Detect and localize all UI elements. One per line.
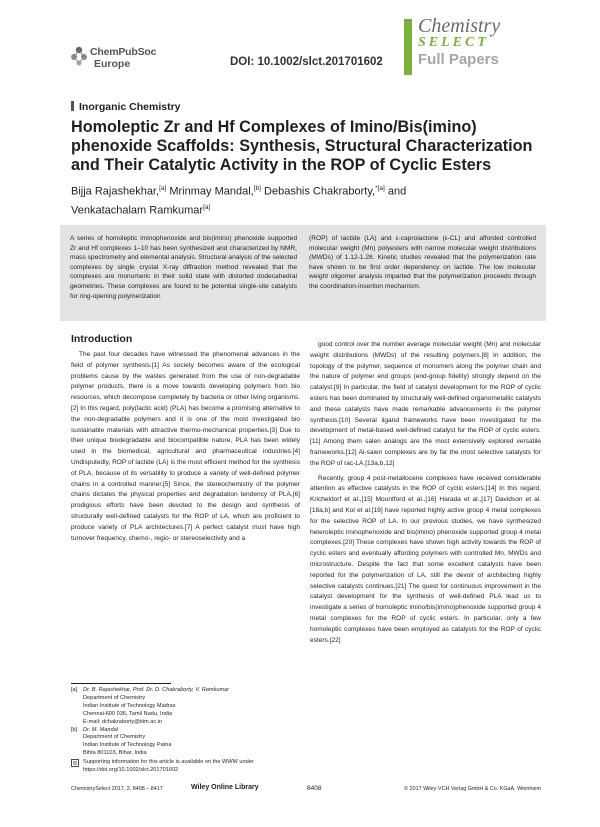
page-footer bbox=[71, 785, 541, 795]
wiley-online-library-link[interactable]: Wiley Online Library bbox=[191, 784, 259, 791]
introduction-paragraph: good control over the number average molecular weight (Mn) and molecular weight distributions (MWDs) of the resulting polymers.[8] In addition, the topology of the polymer, sequence of monomers along the polymer chain and the nature of polymer end groups (end-group fidelity) strongly depend on the catalyst.[9] In particular, the field of catalyst development for the ROP of cyclic esters has been dominated by structurally well-defined organometallic catalysts and these catalysts have made remarkable advancements in the polymer synthesis.[10] Several ligand frameworks have been investigated for the development of metal-based well-defined catalyst for the ROP of cyclic esters.[11] Among them salen analogs are the most extensively explored versatile frameworks.[12] Al-salen complexes are by far the most selective catalysts for the ROP of rac-LA.[13a,b,12] bbox=[310, 341, 541, 467]
publisher-name-line1: ChemPubSoc bbox=[90, 46, 157, 58]
author-list bbox=[71, 181, 541, 218]
abstract-column-left: A series of homoleptic iminophenoxide and bis(imino) phenoxide supported Zr and Hf complexes 1–10 has been synthesized and characterized by NMR, mass spectrometry and elemental analysis. Structural analysis of the selected complexes by single crystal X-ray diffraction method revealed that the complexes are monomeric in their solid state with distorted dodecahedral geometries. These complexes are found to be potential single-site catalysts for ring-opening polymerization bbox=[70, 235, 297, 300]
affiliation-line: Indian Institute of Technology Madras bbox=[83, 702, 176, 709]
article-title: Homoleptic Zr and Hf Complexes of Imino/Bis(imino) phenoxide Scaffolds: Synthesis, Structural Characterization and Their Catalytic Activity in the ROP of Cyclic Esters bbox=[71, 118, 533, 174]
affiliation-footnotes bbox=[71, 687, 300, 775]
author-affiliation: [a] bbox=[159, 185, 167, 192]
section-name: Inorganic Chemistry bbox=[79, 101, 181, 113]
affiliation-email[interactable]: E-mail: dchakraborty@iitm.ac.in bbox=[83, 718, 163, 725]
article-type-label: Full Papers bbox=[418, 51, 499, 68]
journal-name-chemistry: Chemistry bbox=[418, 15, 501, 37]
affiliation-names: Dr. M. Mandal bbox=[83, 726, 118, 733]
page-number: 8408 bbox=[307, 785, 322, 792]
abstract-column-right: (ROP) of lactide (LA) and ε-caprolactone (ε-CL) and afforded controlled molecular weight (Mn) polyesters with narrow molecular weight distributions (MWDs) of 1.12-1.28. Kinetic studies revealed that the polymerization rate have shown to be first order dependency on lactide. The low molecular weight oligomer analysis imparted that the polymerization proceeds through the coordination-insertion mechanism. bbox=[309, 235, 536, 290]
journal-accent-bar bbox=[404, 19, 412, 75]
affiliation-line: Chennai-600 036, Tamil Nadu, India bbox=[83, 710, 173, 717]
author-conjunction: and bbox=[387, 185, 407, 198]
affiliation-line: Department of Chemistry bbox=[83, 734, 146, 741]
publisher-name-line2: Europe bbox=[94, 58, 131, 70]
author-affiliation: *[a] bbox=[375, 185, 385, 192]
author-affiliation: [a] bbox=[203, 203, 211, 211]
introduction-column-left: The past four decades have witnessed the phenomenal advances in the field of polymer synthesis.[1] As society becomes aware of the ecological problems cause by the wastes generated from the use of non-degradable polymer products, there is a move towards developing polymers from bio resources, which decompose completely by bacteria or other living organisms.[2] In this regard, poly(lactic acid) (PLA) has become a promising alternative to the non-degradable polymers and it is one of the most investigated bio sustainable materials with attractive thermo-mechanical properties.[3] Due to their unique biodegradable and biocompatible nature, PLA has been widely used in the biomedical, agricultural and pharmaceutical industries.[4] Undisputedly, ROP of lactide (LA) is the most efficient method for the synthesis of PLA, because of its versatility to produce a variety of well-defined polymer chains in a controlled manner.[5] Since, the stereochemistry of the polymer chains dictates the physical properties and degradation tendency of PLA,[6] prodigious efforts have been devoted to the design and synthesis of structurally well-defined catalysts for the ROP of LA, which are proficient to produce variety of PLA architectures.[7] A perfect catalyst must have high turnover frequency, chemo-, regio- or stereoselectivity and a bbox=[71, 351, 300, 542]
supporting-info-icon bbox=[71, 759, 83, 775]
section-label bbox=[71, 101, 181, 113]
chempubsoc-logo bbox=[70, 44, 180, 74]
doi-label[interactable]: DOI: 10.1002/slct.201701602 bbox=[230, 56, 383, 68]
copyright-notice: © 2017 Wiley-VCH Verlag GmbH & Co. KGaA, Weinheim bbox=[404, 786, 541, 792]
author-name: Bijja Rajashekhar, bbox=[71, 185, 160, 198]
author-name: Debashis Chakraborty, bbox=[264, 185, 376, 198]
author-name: Mrinmay Mandal, bbox=[169, 185, 254, 198]
affiliation-names: Dr. B. Rajashekhar, Prof. Dr. D. Chakraborty, V. Ramkumar bbox=[83, 687, 230, 693]
affiliation-label: [a] bbox=[71, 687, 78, 693]
footnote-divider bbox=[71, 683, 171, 684]
affiliation-a bbox=[71, 687, 300, 727]
introduction-paragraph: Recently, group 4 post-metallocene complexes have received considerable attention as effective catalysts in the ROP of cyclic esters.[14] In this regard, Kricheldorf et al.,[15] Mountford et al.,[16] Harada et al.,[17] Davidson et al.[18a,b] and Kol et al.[19] have reported highly active group 4 metal complexes for the selective ROP of LA. In our previous studies, we have synthesized heteroleptic iminophenoxide and bis(imino) phenoxide supported group 4 metal complexes.[20] These complexes have shown high activity towards the ROP of cyclic esters and eventually affording polymers with controlled Mn, MWDs and microstructure. Despite the fact that some excellent catalysts have been reported for the polymerization of LA, still the devoir of architecting highly selective catalysts continues.[21] The quest for continuous improvement in the catalyst development for the synthesis of well-defined PLA lead us to investigate a series of homoleptic imino/bis(imino)phenoxide supported group 4 metal complexes for the ROP of cyclic esters. In particular, only a few homoleptic complexes have been employed as catalysts for the ROP of cyclic esters.[22] bbox=[310, 474, 541, 644]
author-affiliation: [b] bbox=[253, 185, 261, 192]
affiliation-line: Indian Institute of Technology Patna bbox=[83, 742, 172, 749]
supporting-info-note bbox=[71, 759, 300, 775]
journal-name-select: SELECT bbox=[418, 35, 489, 50]
affiliation-b bbox=[71, 727, 300, 759]
supporting-info-link[interactable]: Supporting information for this article is available on the WWW under https://doi.org/10.1002/slct.201701602 bbox=[83, 759, 254, 774]
author-name: Venkatachalam Ramkumar bbox=[71, 204, 204, 217]
affiliation-line: Department of Chemistry bbox=[83, 694, 146, 701]
affiliation-label: [b] bbox=[71, 726, 78, 733]
journal-brand bbox=[418, 16, 500, 68]
introduction-heading: Introduction bbox=[71, 333, 133, 345]
abstract-box bbox=[60, 225, 546, 321]
chempubsoc-emblem-icon bbox=[70, 44, 88, 68]
page-header bbox=[0, 0, 600, 80]
affiliation-line: Bihta 801103, Bihar, India bbox=[83, 750, 147, 757]
citation-info: ChemistrySelect 2017, 2, 8408 – 8417 bbox=[71, 786, 163, 792]
introduction-column-right bbox=[310, 340, 541, 772]
section-marker bbox=[71, 101, 74, 111]
